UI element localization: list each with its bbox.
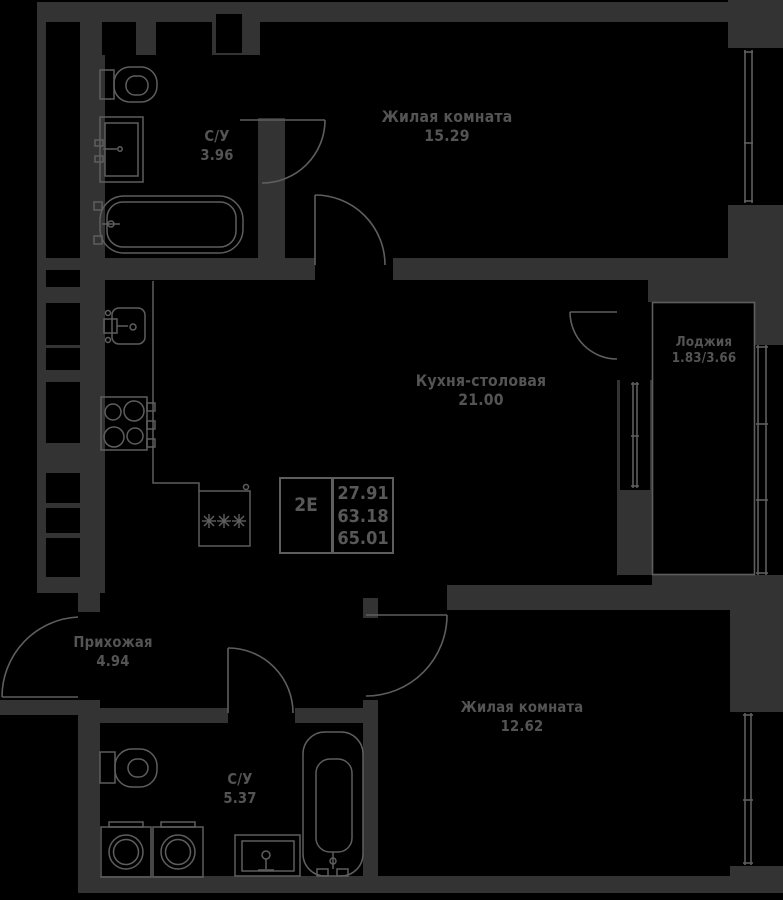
room-area: 3.96 <box>200 146 234 164</box>
wall-kitchen-top-right <box>393 258 652 280</box>
toilet-icon <box>100 749 157 787</box>
stove-icon <box>101 397 155 450</box>
washing-machine-icon <box>153 822 203 877</box>
shaft-cell <box>46 348 80 370</box>
room-label-bath2 <box>152 770 328 808</box>
room-name: С/У <box>227 770 253 788</box>
room-label-loggia <box>616 334 783 366</box>
wall-niche <box>216 14 242 53</box>
washing-machine-icon <box>101 822 151 877</box>
hob-burner-icon <box>202 514 246 528</box>
loggia-window-opening <box>620 380 650 490</box>
room-name: Лоджия <box>675 334 733 350</box>
wall-outer-bottom-left <box>0 700 78 715</box>
apartment-type-badge: 2Е <box>294 494 318 516</box>
room-label-hallway <box>25 633 201 671</box>
room-area: 15.29 <box>424 126 470 145</box>
window-room2-right <box>743 713 753 865</box>
shaft-cell <box>46 303 80 345</box>
room-label-bath1 <box>129 127 305 165</box>
wall-niche <box>156 22 212 55</box>
wall-room2-left <box>363 700 378 876</box>
area-value: 65.01 <box>337 528 389 549</box>
room-area: 5.37 <box>223 789 257 807</box>
room-name: Прихожая <box>73 633 153 651</box>
kitchen-fixtures <box>101 281 250 546</box>
area-value: 63.18 <box>337 505 389 527</box>
bathtub-icon <box>94 196 243 253</box>
shaft-cell <box>46 382 80 443</box>
wall-right-upper <box>728 205 783 258</box>
kitchen-sink-icon <box>104 308 145 344</box>
room-area: 21.00 <box>458 390 504 409</box>
door-room1-kitchen <box>315 195 385 265</box>
apartment-areas <box>336 483 390 551</box>
shaft-cell <box>46 22 80 258</box>
wall-entry-top <box>78 575 100 612</box>
room-label-living1 <box>359 107 535 145</box>
wall-bath2-top-right <box>295 708 378 723</box>
window-loggia-right <box>756 345 768 575</box>
wall-kitchen-room2 <box>447 585 730 610</box>
room-name: Кухня-столовая <box>415 371 547 390</box>
washbasin-icon <box>235 835 300 876</box>
room-name: Жилая комната <box>460 698 584 716</box>
door-room2 <box>366 615 447 696</box>
kitchen-counter <box>153 281 250 546</box>
wall-top-band <box>37 2 728 22</box>
room-area: 12.62 <box>500 717 544 735</box>
door-bath2 <box>228 648 293 713</box>
toilet-icon <box>100 67 157 102</box>
shaft-cell <box>46 270 80 287</box>
wall-top-right-corner <box>728 0 783 48</box>
wall-bath2-top-left <box>100 708 228 723</box>
wall-left-lower <box>78 700 100 876</box>
room-label-living2 <box>434 698 610 736</box>
wall-bottom-band <box>78 876 783 893</box>
room-area: 1.83/3.66 <box>671 350 737 366</box>
shaft-cell <box>46 538 80 577</box>
area-value: 27.91 <box>337 483 389 504</box>
room-name: С/У <box>204 127 230 145</box>
wall-kitchen-top-left <box>80 258 315 280</box>
wall-northeast-block <box>648 258 783 302</box>
wall-right-mid <box>730 575 783 712</box>
window-top-right <box>744 50 753 203</box>
room-area: 4.94 <box>96 652 130 670</box>
shaft-cell <box>46 473 80 503</box>
door-loggia <box>570 312 617 359</box>
wall-niche <box>102 22 136 55</box>
room-name: Жилая комната <box>381 107 513 126</box>
room-label-kitchen <box>393 371 569 409</box>
shaft-cell <box>46 508 80 533</box>
wall-bottom-right-stub <box>730 866 783 878</box>
wall-entry-outer-stub <box>40 575 78 593</box>
